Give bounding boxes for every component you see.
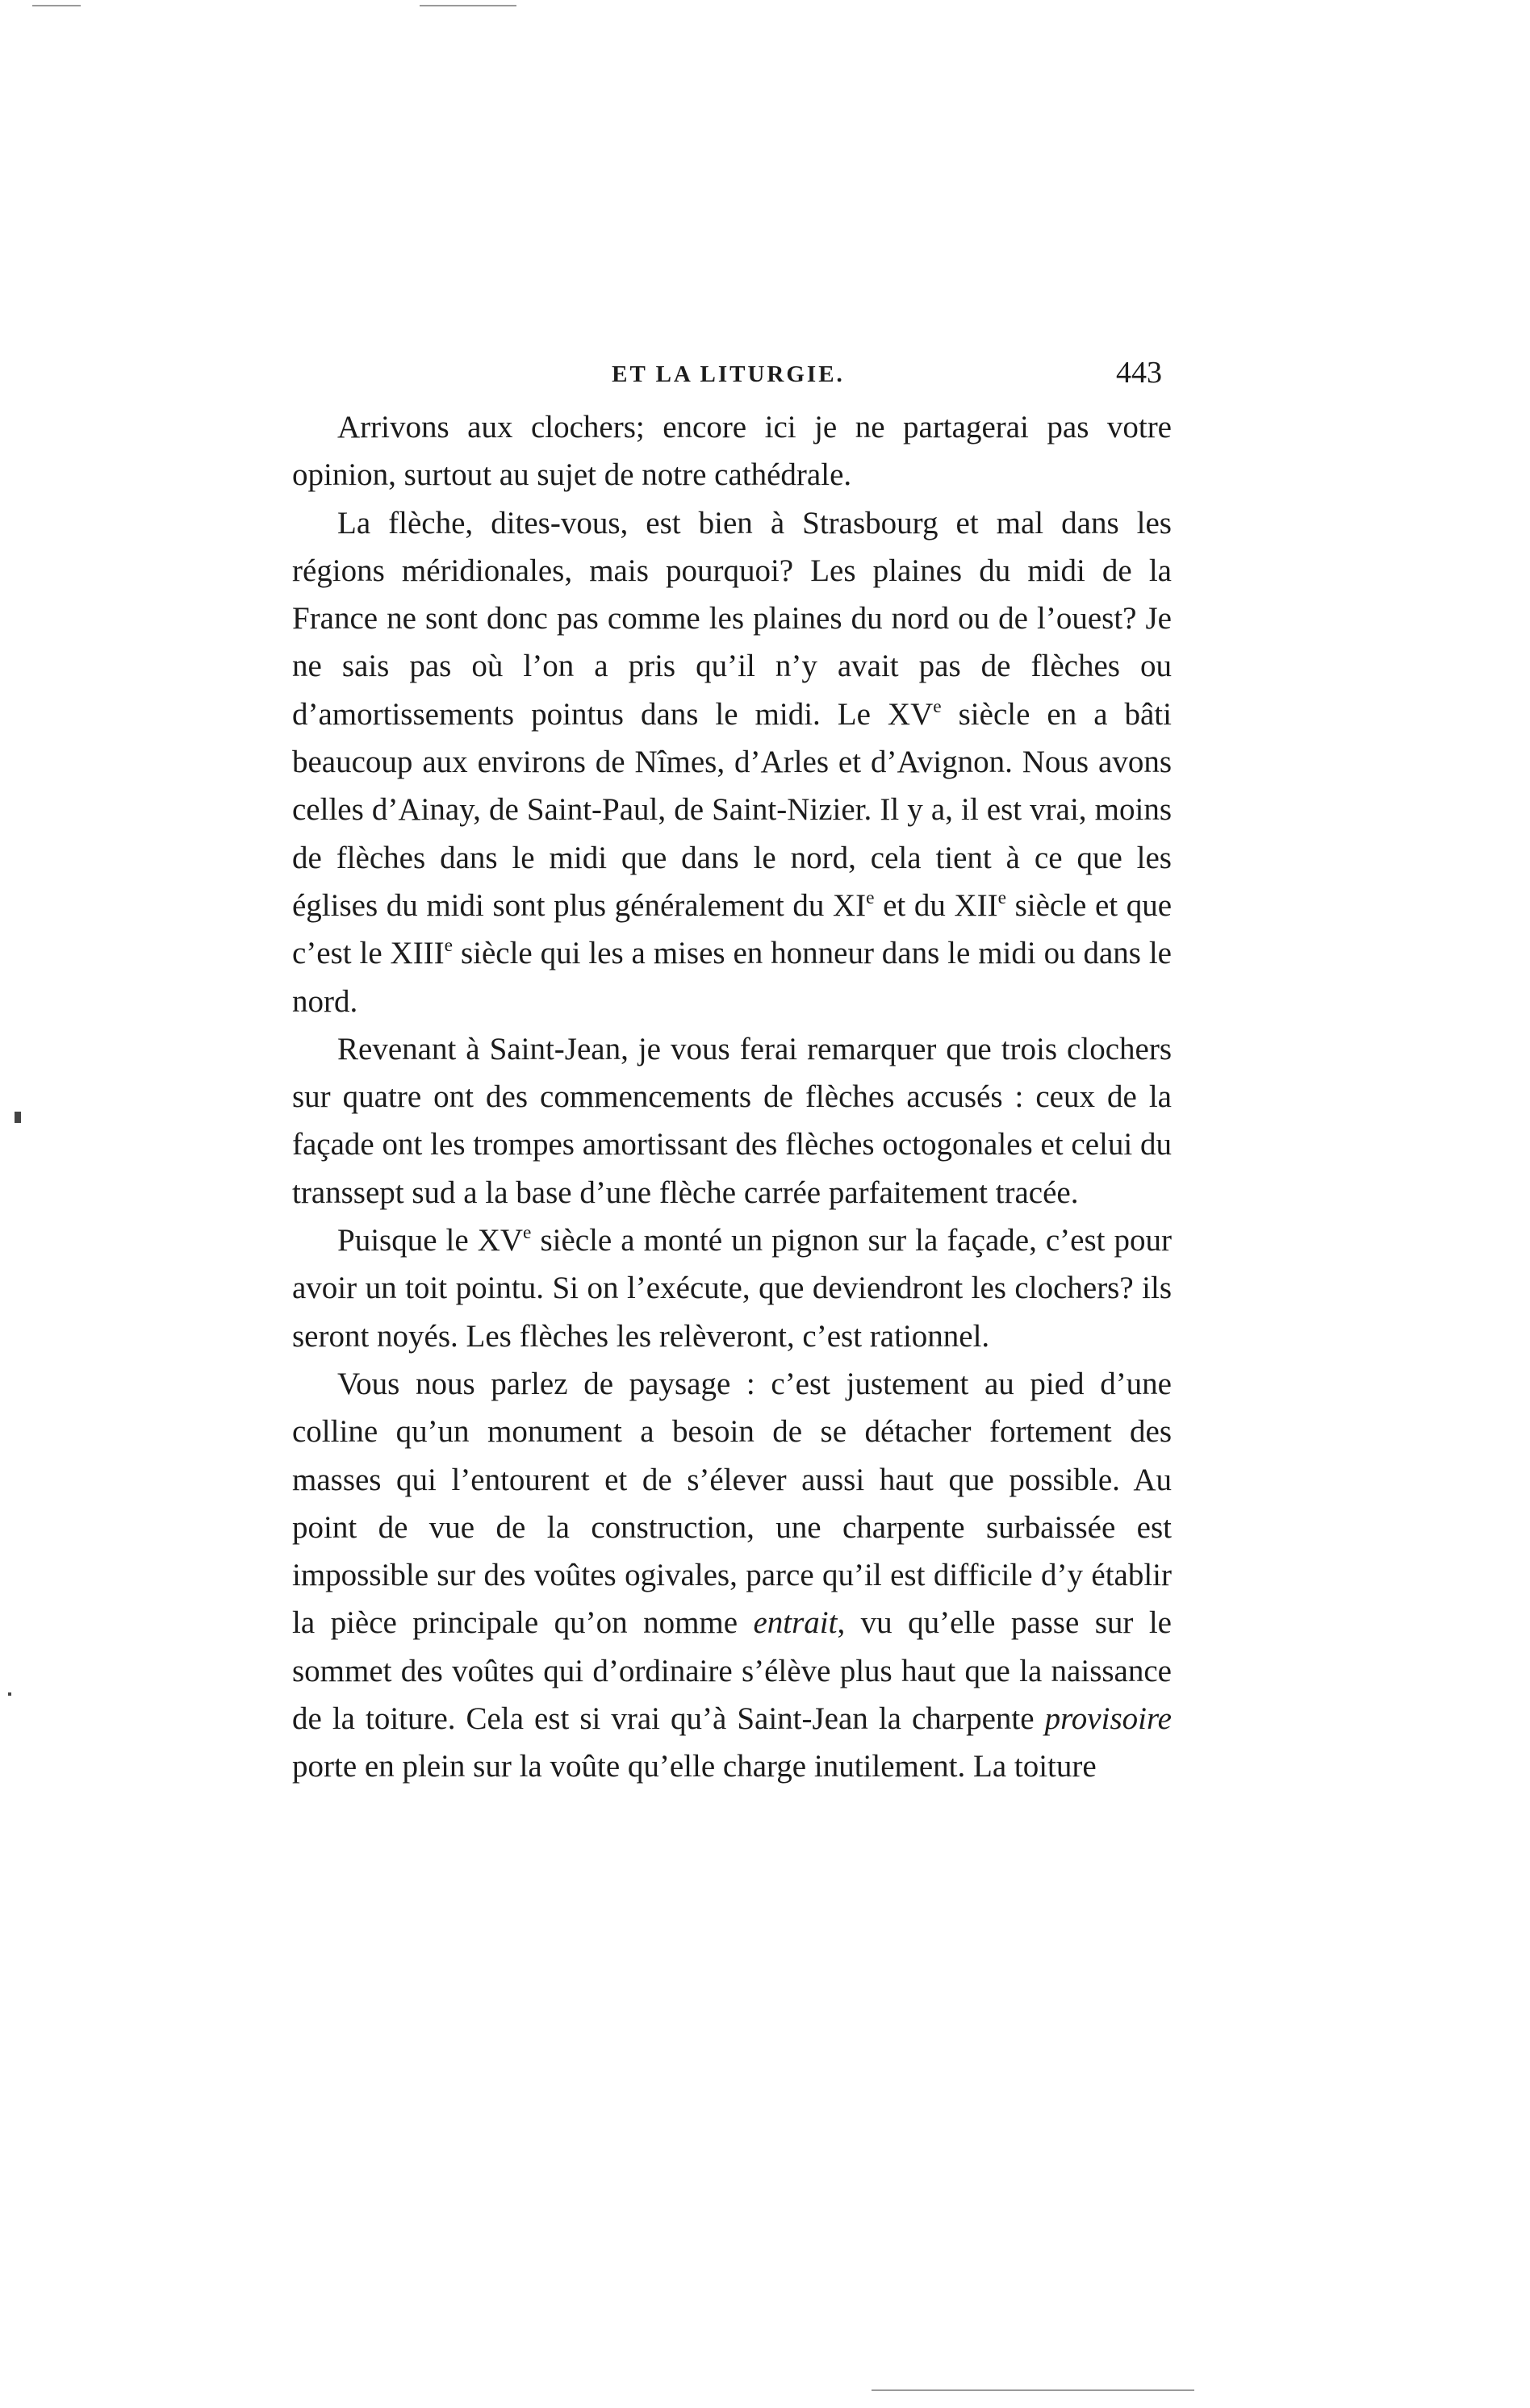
running-title: ET LA LITURGIE. — [612, 361, 845, 387]
running-head — [295, 355, 1162, 395]
text-segment: siècle qui les a mises en honneur dans le midi ou dans le nord. — [292, 936, 1172, 1019]
text-segment: siècle a monté un pignon sur la façade, c’est pour avoir un toit pointu. Si on l’exécute, que deviendront les clochers? ils seront noyés. Les flèches les relèveront, c’est rationnel. — [292, 1223, 1172, 1354]
paragraph — [292, 403, 1172, 499]
text-segment: siècle en a bâti beaucoup aux environs de Nîmes, d’Arles et d’Avignon. Nous avons celles d’Ainay, de Saint-Paul, de Saint-Nizier. Il y a, il est vrai, moins de flèches dans le midi que dans le nord, cela tient à ce que les églises du midi sont plus généralement du XI — [292, 696, 1172, 923]
superscript: e — [866, 887, 875, 908]
body-text — [292, 403, 1172, 1791]
paragraph — [292, 1025, 1172, 1217]
italic-text: provisoire — [1044, 1701, 1172, 1737]
page-number: 443 — [1116, 356, 1162, 390]
text-segment: Puisque le XV — [337, 1223, 524, 1258]
paragraph — [292, 499, 1172, 1025]
text-segment: Revenant à Saint-Jean, je vous ferai remarquer que trois clochers sur quatre ont des commencements de flèches accusés : ceux de la façade ont les trompes amortissant des flèches octogonales et celui du transsept sud a la base d’une flèche carrée parfaitement tracée. — [292, 1031, 1172, 1210]
margin-dot — [8, 1692, 11, 1696]
paragraph — [292, 1360, 1172, 1791]
text-segment: siècle et que c’est le XIII — [292, 887, 1173, 971]
scan-edge-mark-top-left — [32, 5, 81, 6]
paragraph — [292, 1217, 1172, 1360]
scan-edge-mark-top-mid — [420, 5, 516, 6]
superscript: e — [444, 935, 454, 957]
text-segment: porte en plein sur la voûte qu’elle charge inutilement. La toiture — [292, 1749, 1097, 1784]
text-segment: La flèche, dites-vous, est bien à Strasbourg et mal dans les régions méridionales, mais pourquoi? Les plaines du midi de la France ne sont donc pas comme les plaines du nord ou de l’ouest? Je ne sais pas où l’on a pris qu’il n’y avait pas de flèches ou d’amortissements pointus dans le midi. Le XV — [292, 505, 1172, 732]
text-segment: et du XII — [874, 887, 998, 923]
text-segment: , vu qu’elle passe sur le sommet des voûtes qui d’ordinaire s’élève plus haut que la naissance de la toiture. Cela est si vrai qu’à Saint-Jean la charpente — [292, 1605, 1172, 1737]
margin-tick-mark — [15, 1112, 21, 1123]
text-segment: Vous nous parlez de paysage : c’est justement au pied d’une colline qu’un monument a besoin de se détacher fortement des masses qui l’entourent et de s’élever aussi haut que possible. Au point de vue de la construction, une charpente surbaissée est impossible sur des voûtes ogivales, parce qu’il est difficile d’y établir la pièce principale qu’on nomme — [292, 1366, 1172, 1641]
superscript: e — [997, 887, 1006, 908]
italic-text: entrait — [753, 1605, 838, 1641]
text-segment: Arrivons aux clochers; encore ici je ne partagerai pas votre opinion, surtout au sujet de notre cathédrale. — [292, 410, 1172, 493]
superscript: e — [933, 695, 942, 717]
scan-edge-mark-bottom — [872, 2389, 1194, 2391]
superscript: e — [523, 1221, 532, 1243]
